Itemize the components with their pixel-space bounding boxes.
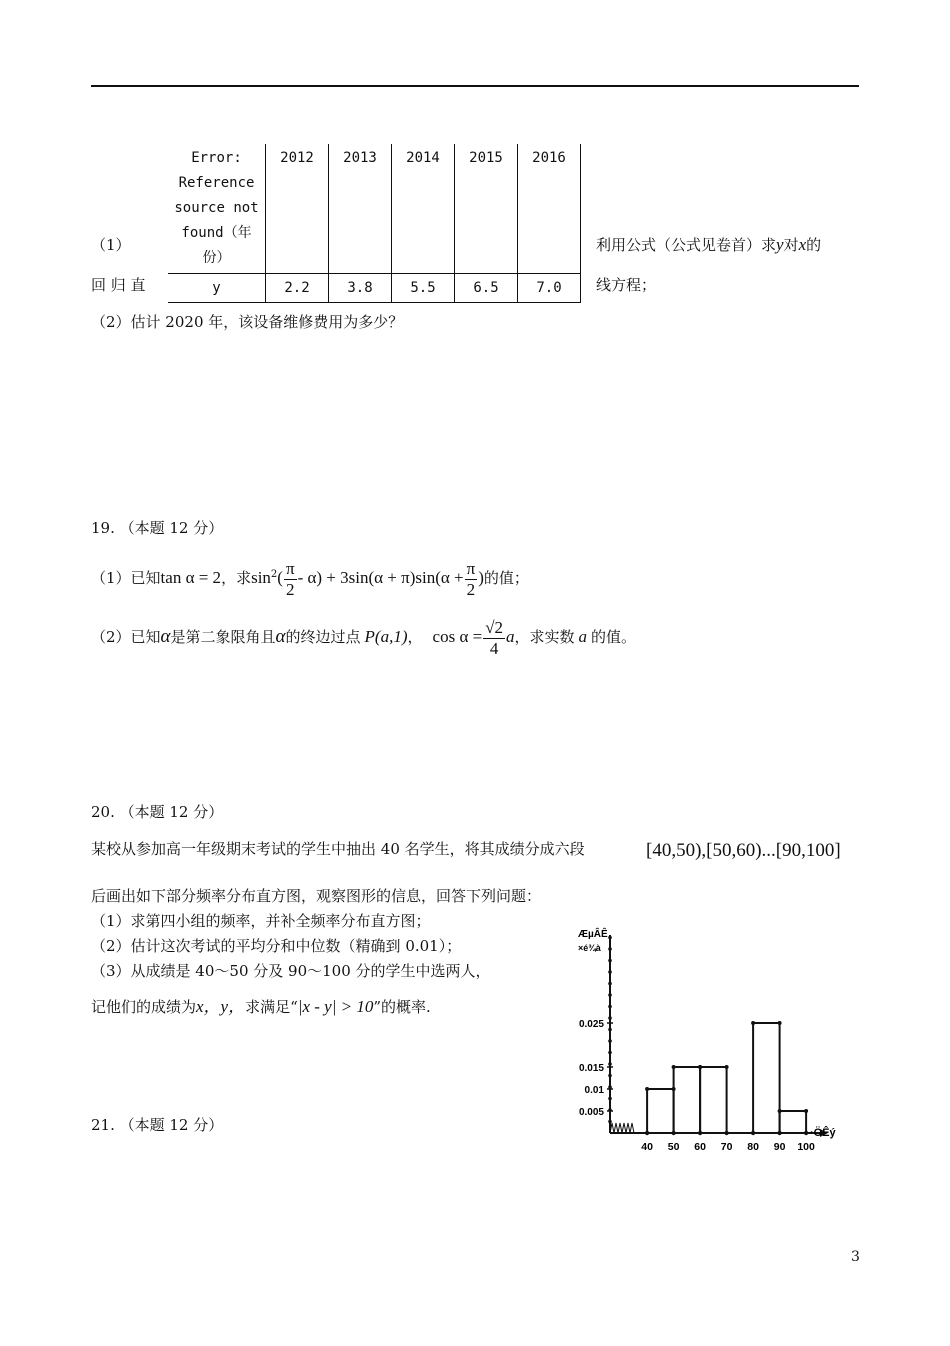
histogram-bar	[700, 1067, 727, 1133]
histogram-y-dot	[608, 1097, 612, 1101]
frequency-histogram	[570, 925, 840, 1165]
q20-title: 20. （本题 12 分）	[91, 803, 224, 821]
regression-table	[168, 144, 581, 303]
histogram-axis-break	[610, 1123, 634, 1133]
year-cell: 2016	[518, 144, 581, 274]
q18-var-y: y	[776, 235, 784, 254]
y-value-cell: 3.8	[329, 274, 392, 303]
histogram-x-tick-label: 70	[720, 1141, 733, 1153]
histogram-y-tick-label: 0.01	[584, 1085, 604, 1096]
year-cell: 2013	[329, 144, 392, 274]
q18-part2: （2）估计 2020 年，该设备维修费用为多少？	[91, 313, 404, 331]
q19-tan-expr: tan α = 2	[160, 568, 222, 587]
q19-part1: （1）已知tan α = 2，求$\sin^2$( $\frac{\pi}{2}$ - α) + 3sin(α + π)sin(α + $\frac{\pi}{2}$ )的值；	[91, 558, 529, 599]
histogram-bar	[674, 1067, 701, 1133]
q19-frac2-num: π	[466, 558, 476, 578]
histogram-y-dot	[608, 1005, 612, 1009]
page-number: 3	[851, 1249, 860, 1265]
histogram-bar	[647, 1089, 674, 1133]
histogram-bar-corner	[778, 1109, 782, 1113]
q19-p2-lead: （2）已知	[91, 628, 161, 646]
histogram-bar-corner	[725, 1065, 729, 1069]
y-value-cell: 6.5	[455, 274, 518, 303]
q19-frac2	[465, 559, 478, 600]
q19-p2-d: ，求实数	[514, 628, 575, 646]
q20-last-a: 记他们的成绩为	[91, 998, 197, 1016]
histogram-bar	[753, 1023, 780, 1133]
q18-part1-label2: 回 归 直	[91, 276, 146, 294]
histogram-x-tick-label: 100	[797, 1141, 815, 1153]
q20-item: （2）估计这次考试的平均分和中位数（精确到 0.01）；	[91, 937, 462, 955]
q20-last-line	[91, 992, 431, 1017]
q20-item: （3）从成绩是 40～50 分及 90～100 分的学生中选两人，	[91, 962, 491, 980]
q20-vars: x，y，	[196, 997, 246, 1016]
q20-intro: 某校从参加高一年级期末考试的学生中抽出 40 名学生，将其成绩分成六段	[91, 840, 585, 858]
q19-p2-e: 的值。	[591, 628, 637, 646]
histogram-x-tick-label: 60	[694, 1141, 706, 1153]
histogram-x-tick-label: 90	[773, 1141, 786, 1153]
q18-dui: 对	[783, 236, 799, 254]
q20-last-b: 求满足“	[245, 998, 298, 1016]
year-header-cell: Error: Reference source not found（年份）	[168, 144, 266, 274]
q18-part1-end: 线方程；	[596, 276, 657, 294]
q19-frac2-den: 2	[466, 579, 476, 599]
q19-p1-end: 的值；	[483, 569, 529, 587]
y-value-cell: 7.0	[518, 274, 581, 303]
histogram-bar-corner	[804, 1109, 808, 1113]
q20-intervals: [40,50),[50,60)...[90,100]	[646, 840, 841, 861]
q19-var-a: a	[506, 627, 515, 646]
q20-item: （1）求第四小组的频率，并补全频率分布直方图；	[91, 912, 431, 930]
q19-frac1-den: 2	[286, 579, 295, 599]
y-header-cell: y	[168, 274, 266, 303]
header-rule	[91, 85, 859, 87]
y-value-cell: 5.5	[392, 274, 455, 303]
q19-sup: 2	[270, 569, 278, 580]
histogram-xlabel: ·ÖÊý	[810, 1127, 836, 1139]
q19-frac3	[483, 618, 505, 659]
q18-de: 的	[806, 236, 822, 254]
q19-title: 19. （本题 12 分）	[91, 519, 224, 537]
q20-intro2: 后画出如下部分频率分布直方图，观察图形的信息，回答下列问题：	[91, 887, 542, 905]
histogram-bar-corner	[672, 1065, 676, 1069]
q19-p1-lead: （1）已知	[91, 569, 161, 587]
histogram-x-tick-label: 50	[667, 1141, 680, 1153]
q19-middle-expr: - α) + 3sin(α + π)sin(α +	[297, 568, 464, 587]
histogram-y-dot	[608, 1074, 612, 1078]
histogram-y-dot	[608, 993, 612, 997]
q19-frac3-den: 4	[489, 638, 499, 658]
histogram-ylabel-line1: ÆµÂÊ	[578, 929, 608, 940]
histogram-bar-corner	[698, 1065, 702, 1069]
q19-var-a2: a	[578, 627, 588, 646]
histogram-y-dot	[608, 947, 612, 951]
q21-title: 21. （本题 12 分）	[91, 1116, 224, 1134]
histogram-y-tick-label: 0.025	[578, 1019, 604, 1030]
q20-expr: |x - y| > 10	[297, 997, 374, 1016]
q19-part2	[91, 612, 636, 662]
histogram-y-dot	[608, 1039, 612, 1043]
histogram-y-dot	[608, 1028, 612, 1032]
histogram-y-dot	[608, 1016, 612, 1020]
q19-p2-b: 是第二象限角且	[170, 628, 276, 646]
histogram-y-dot	[608, 936, 612, 940]
q18-var-x: x	[798, 235, 807, 254]
q19-frac1	[284, 559, 297, 600]
histogram-y-dot	[608, 1051, 612, 1055]
y-value-cell: 2.2	[266, 274, 329, 303]
histogram-y-tick-label: 0.005	[578, 1107, 604, 1118]
q19-point: P(a,1)	[364, 627, 408, 646]
q19-cos: cos α =	[432, 627, 483, 646]
q18-part1-lead: 利用公式（公式见卷首）求	[596, 236, 777, 254]
q19-comma: ，	[407, 628, 423, 646]
histogram-ylabel-line2: ×é¾à	[578, 943, 601, 953]
q20-last-c: ”的概率.	[373, 998, 431, 1016]
histogram-y-dot	[608, 959, 612, 963]
histogram-bar-corner	[751, 1021, 755, 1025]
histogram-y-dot	[608, 1120, 612, 1124]
histogram-bar	[780, 1111, 807, 1133]
q19-alpha: α	[160, 626, 171, 647]
q19-frac1-num: π	[285, 558, 295, 578]
q19-p2-c: 的终边过点	[285, 628, 361, 646]
histogram-y-dot	[608, 982, 612, 986]
q19-sin: sin	[251, 568, 271, 587]
histogram-y-dot	[608, 1062, 612, 1066]
histogram-bar-corner	[645, 1087, 649, 1091]
q19-p1-qiu: ，求	[221, 569, 252, 587]
histogram-y-dot	[608, 970, 612, 974]
q18-part1-label: （1）	[91, 236, 131, 254]
year-cell: 2012	[266, 144, 329, 274]
q19-alpha2: α	[275, 626, 286, 647]
year-cell: 2014	[392, 144, 455, 274]
histogram-bar-corner	[778, 1021, 782, 1025]
q18-part1-text	[596, 234, 821, 255]
year-cell: 2015	[455, 144, 518, 274]
histogram-x-tick-label: 80	[747, 1141, 759, 1153]
q19-frac3-num: √2	[485, 617, 504, 637]
q19-close: )	[478, 568, 484, 587]
histogram-y-tick-label: 0.015	[578, 1063, 604, 1074]
histogram-x-tick-label: 40	[641, 1141, 653, 1153]
